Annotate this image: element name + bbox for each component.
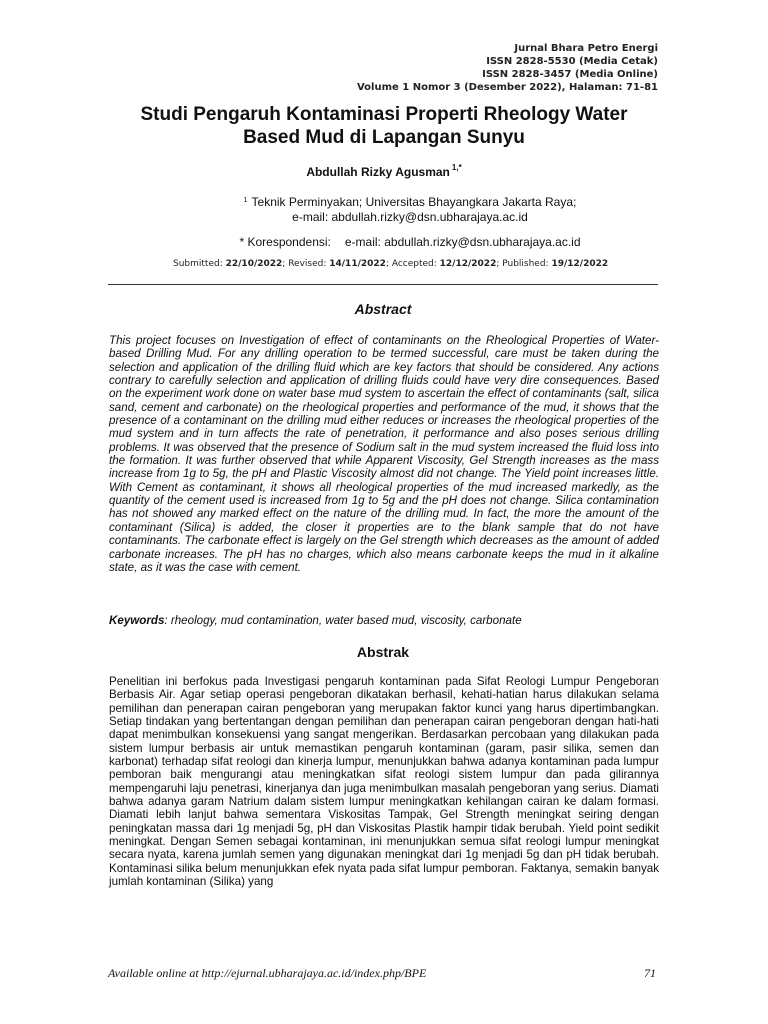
accepted-date: 12/12/2022	[439, 259, 497, 269]
paper-title	[80, 103, 688, 149]
page-number: 71	[644, 966, 656, 980]
title-line-2: Based Mud di Lapangan Sunyu	[243, 127, 525, 148]
abstrak-heading: Abstrak	[356, 644, 410, 660]
issn-online: ISSN 2828-3457 (Media Online)	[482, 69, 658, 80]
revised-date: 14/11/2022	[329, 259, 386, 269]
keywords-label: Keywords	[109, 614, 165, 627]
abstract-text: This project focuses on Investigation of effect of contaminants on the Rheological Properties of Water-based Drilling Mud. For any drilling operation to be termed successful, care must be taken during the selection and application of the drilling fluid which are key factors that should be considered. Any actions contrary to carefully selection and application of drilling fluids could have very dire consequences. Based on the experiment work done on water base mud system to ascertain the effect of contaminants (salt, silica sand, cement and carbonate) on the rheological properties and performance of the mud, it shows that the presence of a contaminant on the drilling mud either reduces or increases the rheological properties of the mud system and in turn affects the rate of penetration, it performance and also poses serious drilling problems. It was observed that the presence of Sodium salt in the mud system increased the fluid loss into the formation. It was further observed that while Apparent Viscosity, Gel Strength increases as the mass increase from 1g to 5g, the pH and Plastic Viscosity almost did not change. The Yield point increases little. With Cement as contaminant, it shows all rheological properties of the mud increased markedly, as the quantity of the cement used is increased from 1g to 5g and the pH does not change. Silica contamination has not showed any marked effect on the nature of the drilling mud. In fact, the more the amount of the contaminant (Silica) is added, the closer it properties are to the blank sample that do not have contaminants. The carbonate effect is largely on the Gel strength which decreases as the amount of added carbonate increases. The pH has no charges, which also means carbonate keeps the mud in it alkaline state, as it was the case with cement.	[109, 334, 659, 574]
correspondence-email: e-mail: abdullah.rizky@dsn.ubharajaya.ac.id	[344, 235, 581, 249]
accepted-label: ; Accepted:	[385, 259, 437, 269]
volume-info: Volume 1 Nomor 3 (Desember 2022), Halaman: 71-81	[356, 82, 658, 93]
published-label: ; Published:	[496, 259, 549, 269]
submitted-label: Submitted:	[173, 259, 223, 269]
title-line-1: Studi Pengaruh Kontaminasi Properti Rheology Water	[140, 104, 628, 125]
issn-print: ISSN 2828-5530 (Media Cetak)	[486, 56, 658, 67]
author-superscript: 1,*	[451, 163, 462, 172]
correspondence-label: * Korespondensi:	[239, 235, 331, 249]
abstract-heading: Abstract	[354, 301, 412, 317]
keywords-text: : rheology, mud contamination, water based mud, viscosity, carbonate	[164, 614, 522, 627]
affiliation-line-2: e-mail: abdullah.rizky@dsn.ubharajaya.ac.id	[292, 210, 528, 224]
affiliation	[0, 193, 768, 225]
author-name: Abdullah Rizky Agusman	[306, 165, 450, 179]
revised-label: ; Revised:	[282, 259, 327, 269]
correspondence	[0, 235, 768, 249]
abstrak-text: Penelitian ini berfokus pada Investigasi pengaruh kontaminan pada Sifat Reologi Lumpur Pengeboran Berbasis Air. Agar setiap operasi pengeboran dikatakan berhasil, kehati-hatian harus dilakukan selama pemilihan dan penerapan cairan pengeboran yang merupakan faktor kunci yang harus dipertimbangkan. Setiap tindakan yang bertentangan dengan pemilihan dan penerapan cairan pengeboran dengan hati-hati dapat menimbulkan konsekuensi yang sangat mengerikan. Berdasarkan percobaan yang dilakukan pada sistem lumpur berbasis air untuk memastikan pengaruh kontaminan (garam, pasir silika, semen dan karbonat) terhadap sifat reologi dan kinerja lumpur, menunjukkan bahwa adanya kontaminan pada lumpur pemboran baik mengurangi atau meningkatkan sifat reologi sistem lumpur dan pada gilirannya mempengaruhi laju penetrasi, kinerjanya dan juga menimbulkan masalah pengeboran yang serius. Diamati bahwa adanya garam Natrium dalam sistem lumpur meningkatkan kehilangan cairan ke dalam formasi. Diamati lebih lanjut bahwa sementara Viskositas Tampak, Gel Strength meningkat seiring dengan peningkatan massa dari 1g menjadi 5g, pH dan Viskositas Plastik hampir tidak berubah. Yield point sedikit meningkat. Dengan Semen sebagai kontaminan, ini menunjukkan semua sifat reologi lumpur meningkat secara nyata, karena jumlah semen yang digunakan meningkat dari 1g menjadi 5g dan pH tidak berubah. Kontaminasi silika belum menunjukkan efek nyata pada sifat lumpur pemboran. Faktanya, semakin banyak jumlah kontaminan (Silika) yang	[109, 675, 659, 889]
affiliation-line-1: Teknik Perminyakan; Universitas Bhayangkara Jakarta Raya;	[251, 195, 577, 209]
header-divider	[108, 284, 658, 285]
submitted-date: 22/10/2022	[225, 259, 283, 269]
submission-dates	[173, 259, 608, 269]
footer-available-online: Available online at http://ejurnal.ubharajaya.ac.id/index.php/BPE	[108, 966, 427, 980]
journal-name: Jurnal Bhara Petro Energi	[514, 43, 658, 54]
author-line	[0, 163, 768, 179]
keywords	[109, 614, 659, 627]
journal-header	[357, 42, 658, 94]
affiliation-marker: 1	[243, 197, 248, 204]
published-date: 19/12/2022	[551, 259, 609, 269]
